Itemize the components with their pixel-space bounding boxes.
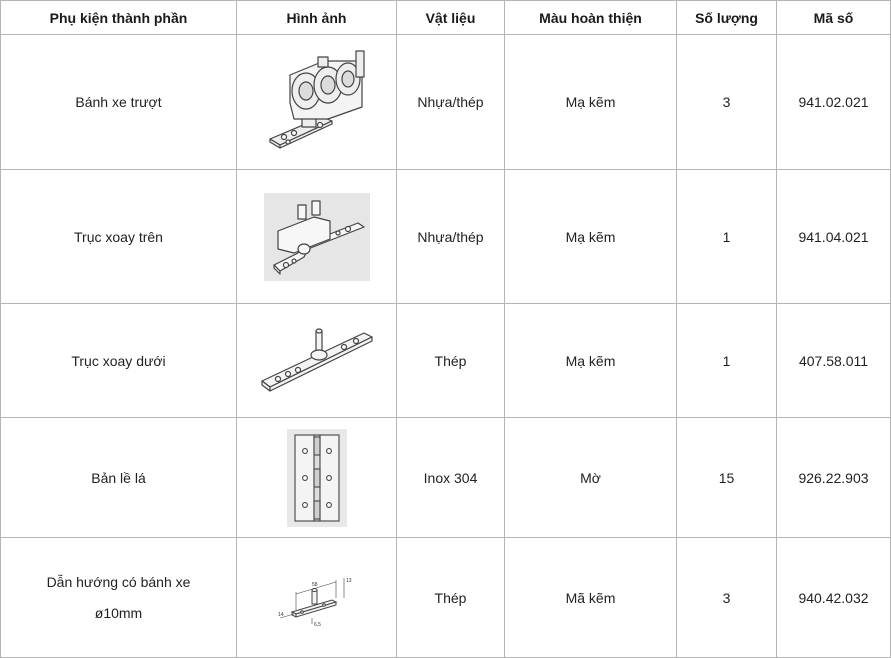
dim-hole: 6,5 <box>313 621 321 628</box>
top-pivot-icon <box>264 193 370 281</box>
quantity: 3 <box>677 35 777 170</box>
header-code: Mã số <box>777 1 891 35</box>
component-name: Trục xoay dưới <box>1 304 237 418</box>
finish: Mờ <box>505 418 677 538</box>
material: Thép <box>397 538 505 658</box>
component-name <box>1 538 237 658</box>
table-row <box>1 170 891 304</box>
finish: Mạ kẽm <box>505 170 677 304</box>
material: Thép <box>397 304 505 418</box>
quantity: 1 <box>677 170 777 304</box>
image-cell <box>237 170 397 304</box>
header-material: Vật liệu <box>397 1 505 35</box>
dim-length: 58 <box>311 581 318 588</box>
finish: Mã kẽm <box>505 538 677 658</box>
material: Nhựa/thép <box>397 35 505 170</box>
component-name: Bánh xe trượt <box>1 35 237 170</box>
code: 940.42.032 <box>777 538 891 658</box>
header-quantity: Số lượng <box>677 1 777 35</box>
image-cell <box>237 538 397 658</box>
component-name: Trục xoay trên <box>1 170 237 304</box>
finish: Mạ kẽm <box>505 35 677 170</box>
code: 941.02.021 <box>777 35 891 170</box>
header-row <box>1 1 891 35</box>
bottom-pivot-icon <box>258 319 376 403</box>
table-row <box>1 304 891 418</box>
component-name-line1: Dẫn hướng có bánh xe <box>46 573 191 590</box>
material: Inox 304 <box>397 418 505 538</box>
image-cell <box>237 418 397 538</box>
code: 407.58.011 <box>777 304 891 418</box>
component-name-line2: ø10mm <box>94 604 143 621</box>
quantity: 3 <box>677 538 777 658</box>
quantity: 1 <box>677 304 777 418</box>
component-name: Bản lề lá <box>1 418 237 538</box>
image-cell <box>237 304 397 418</box>
roller-guide-icon <box>272 568 362 628</box>
material: Nhựa/thép <box>397 170 505 304</box>
table-row <box>1 35 891 170</box>
leaf-hinge-icon <box>287 429 347 527</box>
table-row <box>1 418 891 538</box>
dim-width: 14 <box>277 611 284 618</box>
header-image: Hình ảnh <box>237 1 397 35</box>
finish: Mạ kẽm <box>505 304 677 418</box>
code: 941.04.021 <box>777 170 891 304</box>
image-cell <box>237 35 397 170</box>
quantity: 15 <box>677 418 777 538</box>
dim-height: 13 <box>345 577 352 584</box>
header-finish: Màu hoàn thiện <box>505 1 677 35</box>
code: 926.22.903 <box>777 418 891 538</box>
header-component: Phụ kiện thành phần <box>1 1 237 35</box>
table-row <box>1 538 891 658</box>
sliding-roller-icon <box>262 47 372 157</box>
